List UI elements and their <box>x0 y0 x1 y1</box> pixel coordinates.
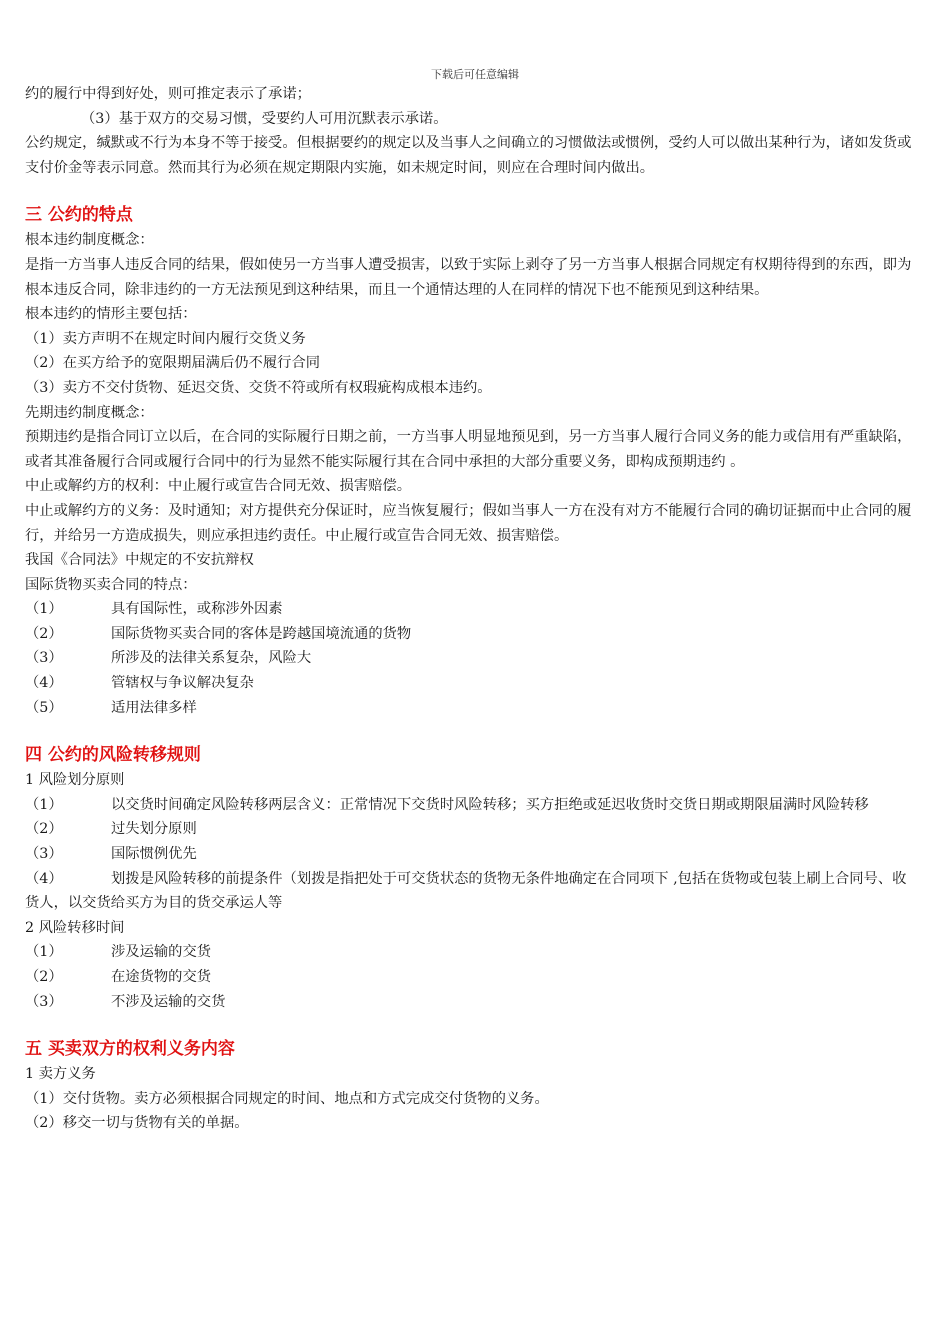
list-number: （3） <box>25 846 63 863</box>
paragraph: （2）在买方给予的宽限期届满后仍不履行合同 <box>25 355 321 372</box>
list-item <box>25 793 915 818</box>
paragraph: 预期违约是指合同订立以后，在合同的实际履行日期之前，一方当事人明显地预见到，另一方当事人履行合同义务的能力或信用有严重缺陷，或者其准备履行合同或履行合同中的行为显然不能实际履行其在合同中承担的大部分重要义务，即构成预期违约 。 <box>25 429 912 470</box>
list-item <box>25 671 915 696</box>
list-item <box>25 940 915 965</box>
list-item <box>25 867 915 916</box>
list-text: 适用法律多样 <box>111 699 197 716</box>
list-item <box>25 696 915 721</box>
paragraph: 是指一方当事人违反合同的结果，假如使另一方当事人遭受损害，以致于实际上剥夺了另一方当事人根据合同规定有权期待得到的东西，即为根本违反合同，除非违约的一方无法预见到这种结果，而且一个通情达理的人在同样的情况下也不能预见到这种结果。 <box>25 256 912 298</box>
list-number: （2） <box>25 969 63 985</box>
list-number: （2） <box>25 821 63 838</box>
list-number: （1） <box>25 944 63 961</box>
paragraph: （3）基于双方的交易习惯，受要约人可用沉默表示承诺。 <box>81 110 448 127</box>
list-text: 过失划分原则 <box>111 821 197 838</box>
paragraph: 根本违约的情形主要包括： <box>25 306 197 323</box>
list-item <box>25 965 915 990</box>
list-number: （2） <box>25 625 63 642</box>
list-item <box>25 990 915 1015</box>
list-number: （4） <box>25 870 63 887</box>
paragraph: （2）移交一切与货物有关的单据。 <box>25 1115 249 1132</box>
subheading: 1 卖方义务 <box>25 1066 96 1083</box>
document-body <box>25 82 915 1136</box>
list-text: 不涉及运输的交货 <box>111 993 226 1010</box>
list-item <box>25 597 915 622</box>
paragraph: 国际货物买卖合同的特点： <box>25 576 197 593</box>
section-heading-5: 五 买卖双方的权利义务内容 <box>25 1039 235 1060</box>
page-header: 下载后可任意编辑 <box>431 68 519 81</box>
paragraph: 公约规定，缄默或不行为本身不等于接受。但根据要约的规定以及当事人之间确立的习惯做法或惯例，受约人可以做出某种行为，诸如发货或支付价金等表示同意。然而其行为必须在规定期限内实施，如未规定时间，则应在合理时间内做出。 <box>25 135 912 176</box>
list-number: （5） <box>25 699 63 716</box>
list-text: 具有国际性，或称涉外因素 <box>111 601 283 618</box>
list-text: 管辖权与争议解决复杂 <box>111 675 254 692</box>
list-item <box>25 646 915 671</box>
list-text: 划拨是风险转移的前提条件（划拨是指把处于可交货状态的货物无条件地确定在合同项下 ,包括在货物或包装上刷上合同号、收货人，以交货给买方为目的货交承运人等 <box>25 870 907 912</box>
list-number: （3） <box>25 993 63 1010</box>
list-item <box>25 622 915 647</box>
paragraph: 根本违约制度概念： <box>25 232 154 249</box>
section-heading-3: 三 公约的特点 <box>25 205 133 226</box>
paragraph: （1）交付货物。卖方必须根据合同规定的时间、地点和方式完成交付货物的义务。 <box>25 1090 549 1107</box>
list-text: 所涉及的法律关系复杂，风险大 <box>111 650 312 667</box>
list-text: 在途货物的交货 <box>111 969 212 985</box>
list-text: 涉及运输的交货 <box>111 944 212 961</box>
paragraph: （1）卖方声明不在规定时间内履行交货义务 <box>25 330 306 347</box>
list-number: （4） <box>25 675 63 692</box>
paragraph: 中止或解约方的权利：中止履行或宣告合同无效、损害赔偿。 <box>25 478 412 495</box>
list-text: 国际惯例优先 <box>111 846 197 863</box>
list-number: （1） <box>25 796 63 813</box>
subheading: 1 风险划分原则 <box>25 772 125 789</box>
paragraph: 中止或解约方的义务：及时通知；对方提供充分保证时，应当恢复履行；假如当事人一方在没有对方不能履行合同的确切证据而中止合同的履行，并给另一方造成损失，则应承担违约责任。中止履行或宣告合同无效、损害赔偿。 <box>25 502 912 544</box>
subheading: 2 风险转移时间 <box>25 919 125 936</box>
list-item <box>25 817 915 842</box>
section-heading-4: 四 公约的风险转移规则 <box>25 745 201 766</box>
list-text: 国际货物买卖合同的客体是跨越国境流通的货物 <box>111 625 412 642</box>
paragraph: 约的履行中得到好处，则可推定表示了承诺； <box>25 86 311 102</box>
paragraph: （3）卖方不交付货物、延迟交货、交货不符或所有权瑕疵构成根本违约。 <box>25 379 492 396</box>
list-number: （3） <box>25 650 63 667</box>
paragraph: 先期违约制度概念： <box>25 404 154 421</box>
paragraph: 我国《合同法》中规定的不安抗辩权 <box>25 552 254 569</box>
list-number: （1） <box>25 601 63 618</box>
list-item <box>25 842 915 867</box>
list-text: 以交货时间确定风险转移两层含义：正常情况下交货时风险转移；买方拒绝或延迟收货时交货日期或期限届满时风险转移 <box>111 796 869 813</box>
